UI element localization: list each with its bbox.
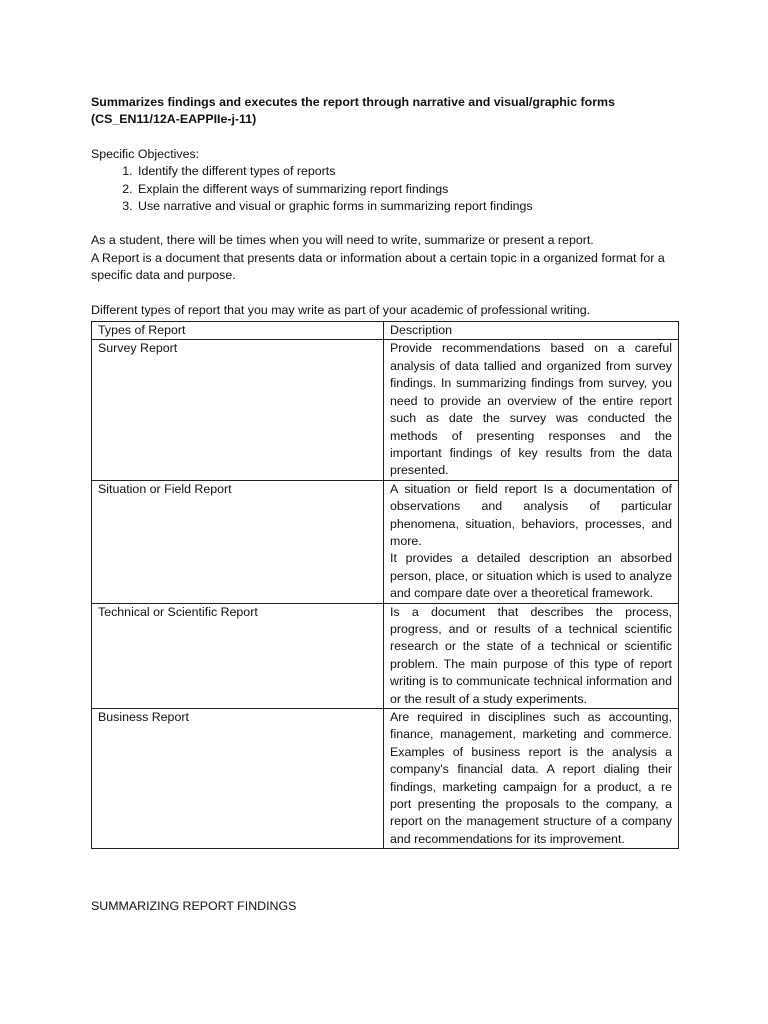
lesson-heading-line1: Summarizes findings and executes the report through narrative and visual/graphic forms xyxy=(91,95,615,109)
table-row xyxy=(92,603,679,708)
description-paragraph: Provide recommendations based on a careful analysis of data tallied and organized from survey findings. In summarizing findings from survey, you need to provide an overview of the entire report such as date the survey was conducted the methods of presenting responses and the important findings of key results from the data presented. xyxy=(390,341,672,478)
report-type-cell: Situation or Field Report xyxy=(92,480,384,603)
report-types-table xyxy=(91,321,679,849)
section-title: SUMMARIZING REPORT FINDINGS xyxy=(91,899,297,913)
report-type-cell: Business Report xyxy=(92,709,384,849)
report-type-cell: Survey Report xyxy=(92,340,384,480)
description-paragraph: A situation or field report Is a documentation of observations and analysis of particular phenomena, situation, behaviors, processes, and more. xyxy=(390,481,672,548)
table-row xyxy=(92,709,679,849)
report-description-cell xyxy=(384,340,679,480)
table-intro: Different types of report that you may write as part of your academic of professional writing. xyxy=(91,302,591,317)
report-description-cell xyxy=(384,709,679,849)
objectives-label: Specific Objectives: xyxy=(91,146,200,161)
table-header-row xyxy=(92,322,679,340)
header-description: Description xyxy=(384,322,679,340)
intro-line2: A Report is a document that presents data or information about a certain topic in a organized format for a specific data and purpose. xyxy=(91,250,665,283)
intro-paragraph xyxy=(91,232,681,284)
lesson-code: (CS_EN11/12A-EAPPIIe-j-11) xyxy=(91,112,257,127)
objective-item: 2. Explain the different ways of summarizing report findings xyxy=(136,181,681,198)
report-description-cell xyxy=(384,480,679,603)
lesson-heading xyxy=(91,94,681,129)
report-description-cell xyxy=(384,603,679,708)
table-row xyxy=(92,480,679,603)
table-row xyxy=(92,340,679,480)
description-paragraph: Is a document that describes the process, progress, and or results of a technical scientific research or the state of a technical or scientific problem. The main purpose of this type of report writing is to communicate technical information and or the result of a study experiments. xyxy=(390,604,672,706)
description-paragraph: Are required in disciplines such as accounting, finance, management, marketing and commerce. Examples of business report is the analysis a company's financial data. A report dialing their findings, marketing campaign for a product, a re port presenting the proposals to the company, a report on the management structure of a company and recommendations for its improvement. xyxy=(390,710,672,846)
objective-item: 1. Identify the different types of reports xyxy=(136,163,681,180)
objective-item: 3. Use narrative and visual or graphic forms in summarizing report findings xyxy=(136,198,681,215)
objectives-list xyxy=(91,163,681,215)
intro-line1: As a student, there will be times when you will need to write, summarize or present a report. xyxy=(91,233,594,248)
report-type-cell: Technical or Scientific Report xyxy=(92,603,384,708)
description-paragraph: It provides a detailed description an absorbed person, place, or situation which is used to analyze and compare date over a theoretical framework. xyxy=(390,551,672,601)
header-types: Types of Report xyxy=(92,322,384,340)
document-body xyxy=(91,94,681,849)
